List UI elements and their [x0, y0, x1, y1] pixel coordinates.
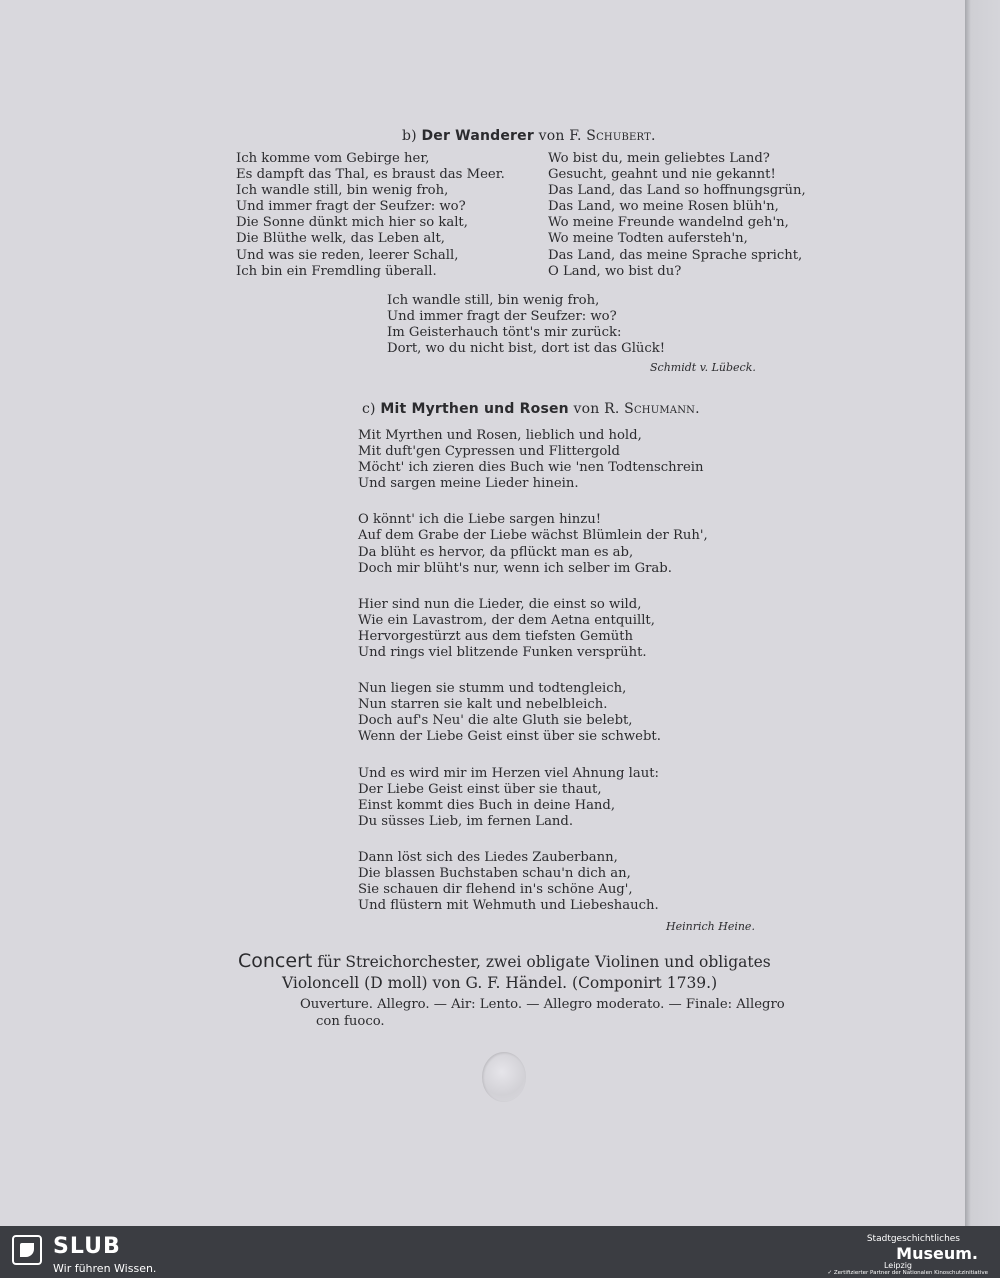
poem-line: Und sargen meine Lieder hinein.: [358, 476, 579, 492]
poem-line: Da blüht es hervor, da pflückt man es ab,: [358, 544, 634, 560]
poem-line: Im Geisterhauch tönt's mir zurück:: [387, 325, 622, 341]
poem-line: Hervorgestürzt aus dem tiefsten Gemüth: [358, 628, 633, 644]
song-c-prefix: c): [362, 401, 376, 417]
song-b-closing-stanza: [387, 293, 665, 357]
song-c-title: Mit Myrthen und Rosen: [380, 401, 569, 417]
movements-line: con fuoco.: [316, 1014, 385, 1029]
poem-line: Du süsses Lieb, im fernen Land.: [358, 813, 574, 829]
poem-line: O könnt' ich die Liebe sargen hinzu!: [358, 512, 602, 528]
poem-line: Wie ein Lavastrom, der dem Aetna entquillt,: [358, 612, 655, 628]
poem-line: Das Land, das meine Sprache spricht,: [548, 247, 803, 263]
concert-movements: [300, 996, 840, 1030]
poem-line: Die blassen Buchstaben schau'n dich an,: [358, 865, 631, 881]
concert-entry: [238, 951, 840, 994]
poem-line: Und immer fragt der Seufzer: wo?: [387, 309, 617, 325]
poem-line: Und was sie reden, leerer Schall,: [236, 247, 459, 263]
concert-line-1: [238, 951, 840, 973]
poem-line: Und immer fragt der Seufzer: wo?: [236, 199, 466, 215]
song-b-prefix: b): [402, 128, 417, 144]
song-b-by: von F.: [538, 128, 582, 144]
song-b-title: Der Wanderer: [421, 128, 534, 144]
poem-line: Möcht' ich zieren dies Buch wie 'nen Todtenschrein: [358, 460, 704, 476]
poem-line: Und flüstern mit Wehmuth und Liebeshauch.: [358, 898, 659, 914]
footer-bar: [0, 1226, 1000, 1278]
poem-line: Mit Myrthen und Rosen, lieblich und hold,: [358, 428, 642, 443]
poem-line: Das Land, das Land so hoffnungsgrün,: [548, 183, 806, 199]
poem-line: Doch auf's Neu' die alte Gluth sie belebt,: [358, 713, 633, 729]
concert-word: Concert: [238, 950, 313, 972]
poem-line: Die Blüthe welk, das Leben alt,: [236, 231, 445, 247]
poem-line: Mit duft'gen Cypressen und Flittergold: [358, 444, 620, 460]
adjacent-page-edge: [965, 0, 1000, 1226]
poem-line: Die Sonne dünkt mich hier so kalt,: [236, 215, 468, 231]
museum-subtitle: Stadtgeschichtliches: [866, 1234, 960, 1244]
poem-line: Nun liegen sie stumm und todtengleich,: [358, 681, 627, 697]
poem-line: Wenn der Liebe Geist einst über sie schwebt.: [358, 729, 661, 745]
song-b-right-column: [548, 151, 806, 280]
poem-line: Das Land, wo meine Rosen blüh'n,: [548, 199, 779, 215]
song-c-by: von R.: [573, 401, 620, 417]
emboss-stamp: [482, 1052, 526, 1102]
song-b-composer: Schubert.: [586, 128, 656, 144]
slub-name[interactable]: SLUB: [53, 1234, 121, 1259]
song-c-composer: Schumann.: [624, 401, 700, 417]
poem-line: Hier sind nun die Lieder, die einst so wild,: [358, 596, 642, 612]
poem-line: Auf dem Grabe der Liebe wächst Blümlein der Ruh',: [358, 528, 708, 544]
song-b-left-column: [236, 151, 505, 280]
slub-tagline: Wir führen Wissen.: [53, 1262, 157, 1275]
poem-line: Der Liebe Geist einst über sie thaut,: [358, 781, 602, 797]
museum-certification: ✓ Zertifizierter Partner der Nationalen Kinoschutzinitiative: [827, 1270, 988, 1276]
poem-line: Es dampft das Thal, es braust das Meer.: [236, 167, 505, 183]
concert-line-2: Violoncell (D moll) von G. F. Händel. (Componirt 1739.): [282, 974, 718, 992]
poem-line: Wo bist du, mein geliebtes Land?: [548, 151, 770, 166]
concert-description: für Streichorchester, zwei obligate Violinen und obligates: [317, 953, 771, 971]
slub-logo-icon[interactable]: [12, 1235, 42, 1265]
song-c-author: Heinrich Heine.: [666, 920, 755, 933]
poem-line: Nun starren sie kalt und nebelbleich.: [358, 697, 608, 713]
poem-line: Ich komme vom Gebirge her,: [236, 151, 430, 166]
song-c-heading: [362, 401, 700, 417]
movements-line: Ouverture. Allegro. — Air: Lento. — Allegro moderato. — Finale: Allegro: [300, 997, 785, 1012]
poem-line: Dort, wo du nicht bist, dort ist das Glück!: [387, 341, 666, 357]
poem-line: Wo meine Freunde wandelnd geh'n,: [548, 215, 789, 231]
poem-line: Gesucht, geahnt und nie gekannt!: [548, 167, 776, 183]
museum-city: Leipzig: [883, 1261, 912, 1270]
song-c-text: [358, 428, 708, 914]
song-b-author: Schmidt v. Lübeck.: [650, 361, 756, 374]
poem-line: Ich wandle still, bin wenig froh,: [236, 183, 449, 199]
poem-line: Einst kommt dies Buch in deine Hand,: [358, 797, 616, 813]
museum-name[interactable]: Museum.: [896, 1244, 978, 1263]
poem-line: Ich wandle still, bin wenig froh,: [387, 293, 600, 308]
poem-line: Ich bin ein Fremdling überall.: [236, 263, 437, 279]
poem-line: Doch mir blüht's nur, wenn ich selber im Grab.: [358, 560, 672, 576]
poem-line: Wo meine Todten aufersteh'n,: [548, 231, 748, 247]
poem-line: Und es wird mir im Herzen viel Ahnung laut:: [358, 765, 659, 781]
poem-line: Dann löst sich des Liedes Zauberbann,: [358, 849, 618, 865]
song-b-heading: [402, 128, 656, 144]
poem-line: Und rings viel blitzende Funken versprüht.: [358, 645, 647, 661]
poem-line: Sie schauen dir flehend in's schöne Aug',: [358, 882, 633, 898]
poem-line: O Land, wo bist du?: [548, 263, 682, 279]
